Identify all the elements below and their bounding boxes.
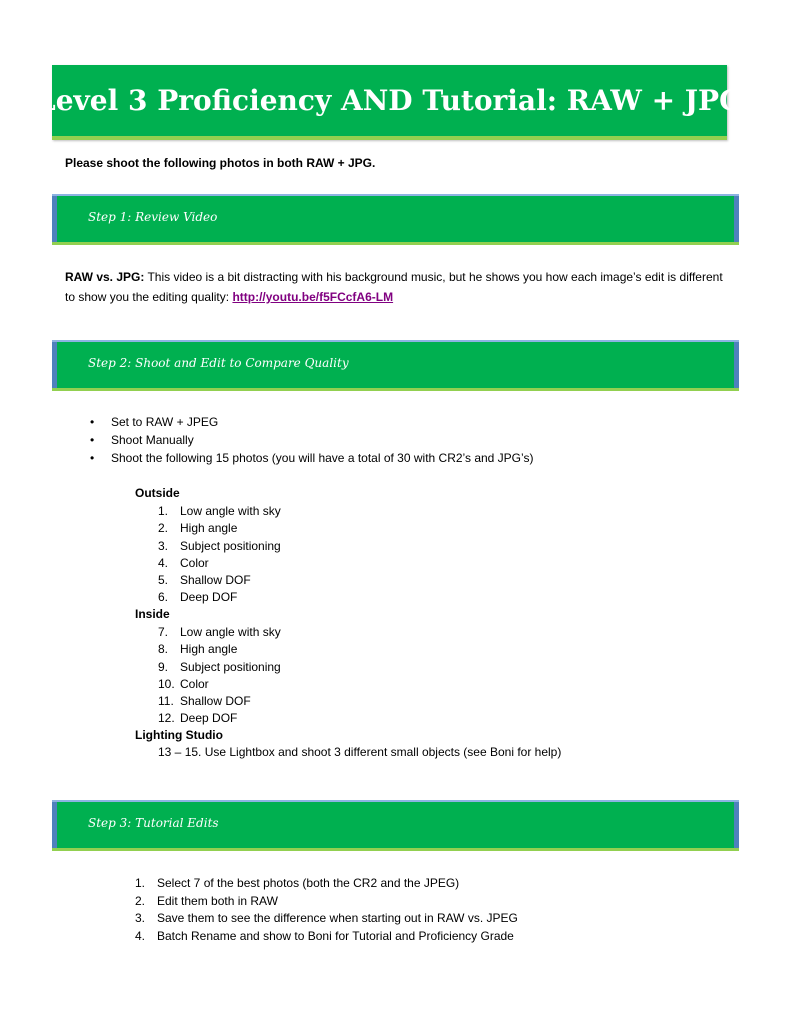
step1-text: This video is a bit distracting with his background music, but he shows you how each image’s edit is different to show you the editing quality: bbox=[65, 270, 723, 304]
list-item: 6. Deep DOF bbox=[158, 590, 238, 605]
step1-banner bbox=[52, 194, 739, 245]
list-item: 1. Select 7 of the best photos (both the CR2 and the JPEG) bbox=[135, 876, 460, 890]
step3-list bbox=[135, 875, 518, 945]
studio-item: 13 – 15. Use Lightbox and shoot 3 different small objects (see Boni for help) bbox=[158, 745, 562, 759]
list-item: 2. High angle bbox=[158, 521, 238, 536]
step3-banner bbox=[52, 800, 739, 851]
step3-heading: Step 3: Tutorial Edits bbox=[88, 816, 219, 830]
list-item: 3. Save them to see the difference when starting out in RAW vs. JPEG bbox=[135, 911, 518, 925]
title-banner bbox=[36, 65, 744, 140]
list-item: • Shoot the following 15 photos (you will have a total of 30 with CR2’s and JPG’s) bbox=[90, 450, 533, 468]
page-title: Level 3 Proficiency AND Tutorial: RAW + JPG bbox=[36, 84, 744, 117]
list-item: 10. Color bbox=[158, 676, 209, 691]
outside-heading: Outside bbox=[135, 486, 180, 500]
list-item: • Set to RAW + JPEG bbox=[90, 414, 533, 432]
list-item: 9. Subject positioning bbox=[158, 659, 281, 674]
list-item: 4. Color bbox=[158, 555, 209, 570]
list-item: • Shoot Manually bbox=[90, 432, 533, 450]
list-item: 12. Deep DOF bbox=[158, 711, 238, 726]
step1-paragraph bbox=[65, 267, 730, 307]
step1-label: RAW vs. JPG: bbox=[65, 270, 145, 284]
list-item: 1. Low angle with sky bbox=[158, 504, 281, 518]
studio-heading: Lighting Studio bbox=[135, 728, 223, 742]
step2-bullet-list bbox=[90, 414, 533, 468]
step2-heading: Step 2: Shoot and Edit to Compare Quality bbox=[88, 356, 349, 370]
list-item: 2. Edit them both in RAW bbox=[135, 893, 278, 908]
list-item: 8. High angle bbox=[158, 642, 238, 657]
list-item: 4. Batch Rename and show to Boni for Tutorial and Proficiency Grade bbox=[135, 928, 514, 943]
list-item: 11. Shallow DOF bbox=[158, 694, 251, 709]
list-item: 7. Low angle with sky bbox=[158, 625, 281, 639]
outside-list bbox=[158, 503, 281, 607]
intro-text: Please shoot the following photos in both RAW + JPG. bbox=[65, 156, 376, 170]
step1-heading: Step 1: Review Video bbox=[88, 210, 218, 224]
list-item: 3. Subject positioning bbox=[158, 538, 281, 553]
step2-banner bbox=[52, 340, 739, 391]
list-item: 5. Shallow DOF bbox=[158, 573, 251, 588]
inside-heading: Inside bbox=[135, 607, 170, 621]
inside-list bbox=[158, 624, 281, 728]
video-link[interactable]: http://youtu.be/f5FCcfA6-LM bbox=[232, 290, 394, 304]
